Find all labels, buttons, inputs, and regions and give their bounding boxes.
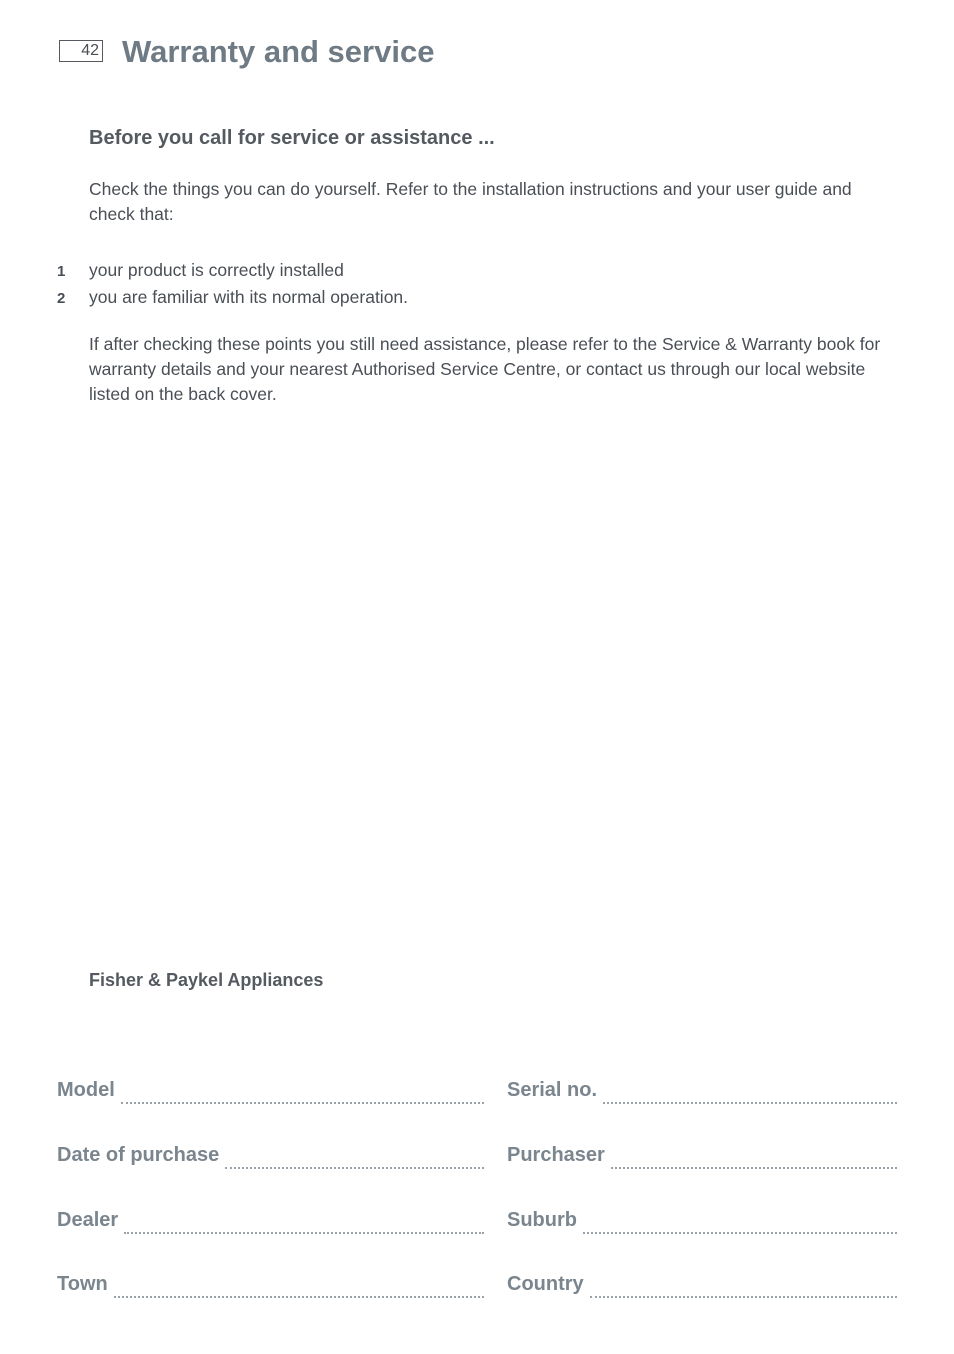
- field-label: Date of purchase: [57, 1144, 220, 1166]
- field-label: Dealer: [57, 1209, 119, 1231]
- checklist: [57, 257, 408, 311]
- dealer-field[interactable]: [57, 1205, 484, 1235]
- date-of-purchase-field[interactable]: [57, 1140, 484, 1170]
- dotted-entry-line[interactable]: [121, 1102, 484, 1104]
- checklist-text: your product is correctly installed: [89, 260, 344, 280]
- checklist-number: 1: [57, 263, 66, 280]
- field-label: Town: [57, 1273, 108, 1295]
- page-title: Warranty and service: [122, 34, 435, 69]
- town-field[interactable]: [57, 1269, 484, 1299]
- dotted-entry-line[interactable]: [583, 1232, 897, 1234]
- field-label: Model: [57, 1079, 115, 1101]
- dotted-entry-line[interactable]: [124, 1232, 484, 1234]
- intro-paragraph: Check the things you can do yourself. Refer to the installation instructions and your user guide and check that:: [89, 179, 852, 224]
- dotted-entry-line[interactable]: [225, 1167, 484, 1169]
- field-label: Country: [507, 1273, 584, 1295]
- field-label: Serial no.: [507, 1079, 598, 1101]
- checklist-number: 2: [57, 290, 66, 307]
- dotted-entry-line[interactable]: [114, 1296, 484, 1298]
- purchaser-field[interactable]: [507, 1140, 897, 1170]
- page-number: 42: [59, 40, 103, 62]
- checklist-text: you are familiar with its normal operation.: [89, 287, 409, 307]
- dotted-entry-line[interactable]: [603, 1102, 897, 1104]
- checklist-item: [57, 257, 408, 284]
- field-label: Suburb: [507, 1209, 577, 1231]
- checklist-item: [57, 284, 408, 311]
- serial-no-field[interactable]: [507, 1075, 897, 1105]
- field-label: Purchaser: [507, 1144, 605, 1166]
- model-field[interactable]: [57, 1075, 484, 1105]
- suburb-field[interactable]: [507, 1205, 897, 1235]
- dotted-entry-line[interactable]: [590, 1296, 897, 1298]
- dotted-entry-line[interactable]: [611, 1167, 897, 1169]
- country-field[interactable]: [507, 1269, 897, 1299]
- company-name: Fisher & Paykel Appliances: [89, 970, 324, 990]
- followup-paragraph: If after checking these points you still need assistance, please refer to the Service & Warranty book for warranty details and your nearest Authorised Service Centre, or contact us through our local website listed on the back cover.: [89, 334, 881, 404]
- section-heading: Before you call for service or assistance ...: [89, 127, 495, 149]
